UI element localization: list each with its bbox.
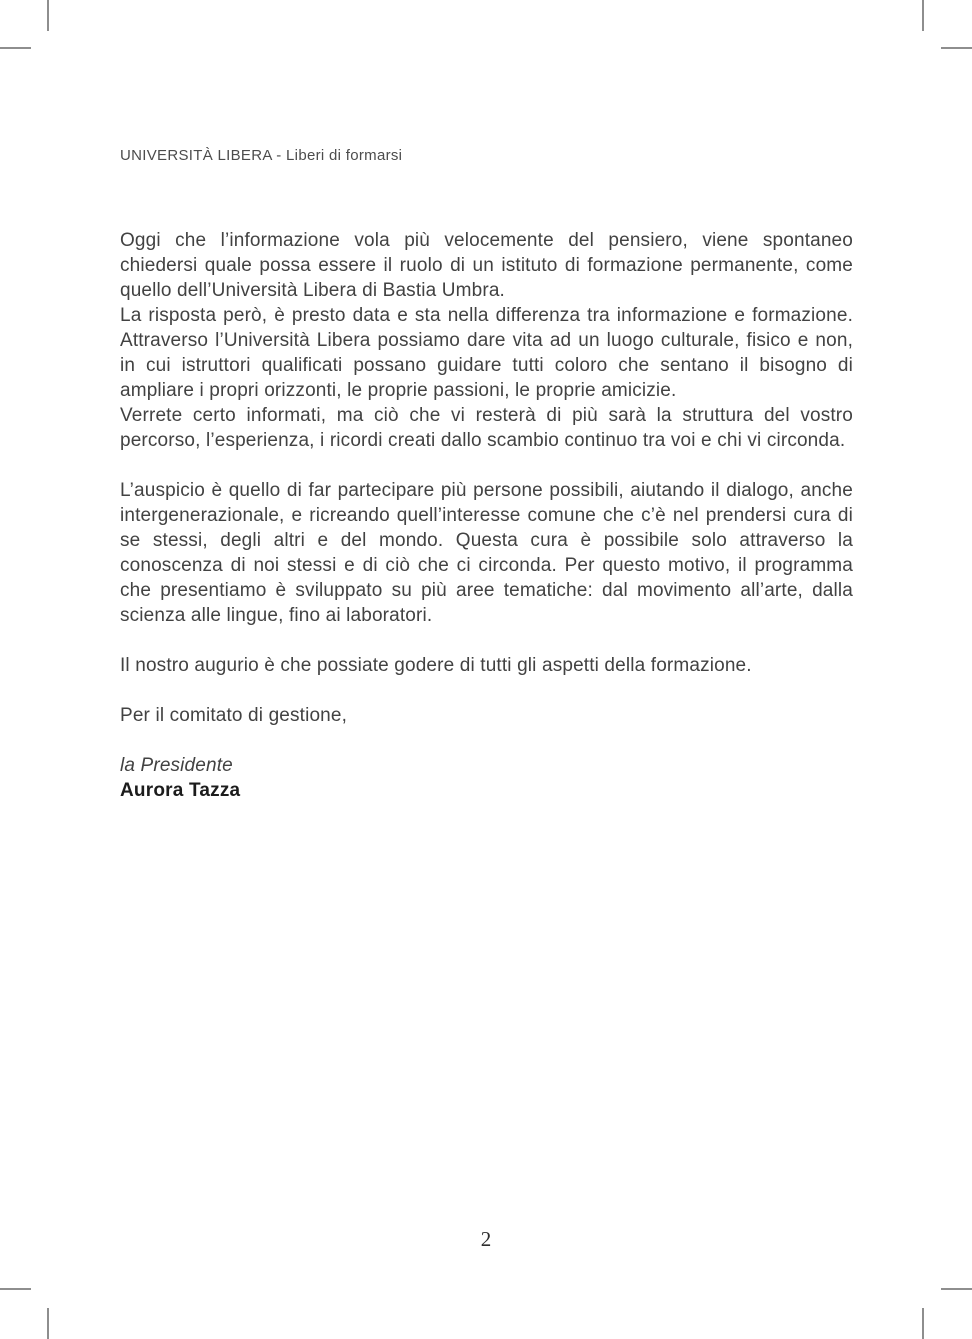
- crop-mark-bottom-right-vertical: [922, 1308, 924, 1339]
- crop-mark-bottom-left-vertical: [47, 1308, 49, 1339]
- crop-mark-top-left-vertical: [47, 0, 49, 31]
- paragraph-augurio: Il nostro augurio è che possiate godere di tutti gli aspetti della formazione.: [120, 655, 752, 676]
- paragraph-verrete: Verrete certo informati, ma ciò che vi resterà di più sarà la struttura del vostro percorso, l’esperienza, i ricordi creati dallo scambio continuo tra voi e chi vi circonda.: [120, 405, 853, 451]
- signature-name: Aurora Tazza: [120, 780, 241, 801]
- crop-mark-top-left-horizontal: [0, 47, 31, 49]
- crop-mark-bottom-right-horizontal: [941, 1288, 972, 1290]
- signature-role: la Presidente: [120, 755, 233, 776]
- paragraph-risposta: La risposta però, è presto data e sta nella differenza tra informazione e formazione. Attraverso l’Università Libera possiamo dare vita ad un luogo culturale, fisico e non, in cui istruttori qualificati possano guidare tutti coloro che sentano il bisogno di ampliare i propri orizzonti, le proprie passioni, le proprie amicizie.: [120, 305, 853, 401]
- paragraph-intro: Oggi che l’informazione vola più velocemente del pensiero, viene spontaneo chiedersi quale possa essere il ruolo di un istituto di formazione permanente, come quello dell’Università Libera di Bastia Umbra.: [120, 230, 853, 301]
- page-number: 2: [480, 1227, 492, 1251]
- crop-mark-bottom-left-horizontal: [0, 1288, 31, 1290]
- letter-body: [120, 228, 853, 803]
- crop-mark-top-right-horizontal: [941, 47, 972, 49]
- crop-mark-top-right-vertical: [922, 0, 924, 31]
- paragraph-comitato: Per il comitato di gestione,: [120, 705, 348, 726]
- running-header: UNIVERSITÀ LIBERA - Liberi di formarsi: [120, 147, 403, 164]
- paragraph-auspicio: L’auspicio è quello di far partecipare più persone possibili, aiutando il dialogo, anche intergenerazionale, e ricreando quell’interesse comune che c’è nel prendersi cura di se stessi, degli altri e del mondo. Questa cura è possibile solo attraverso la conoscenza di noi stessi e di ciò che ci circonda. Per questo motivo, il programma che presentiamo è sviluppato su più aree tematiche: dal movimento all’arte, dalla scienza alle lingue, fino ai laboratori.: [120, 480, 853, 626]
